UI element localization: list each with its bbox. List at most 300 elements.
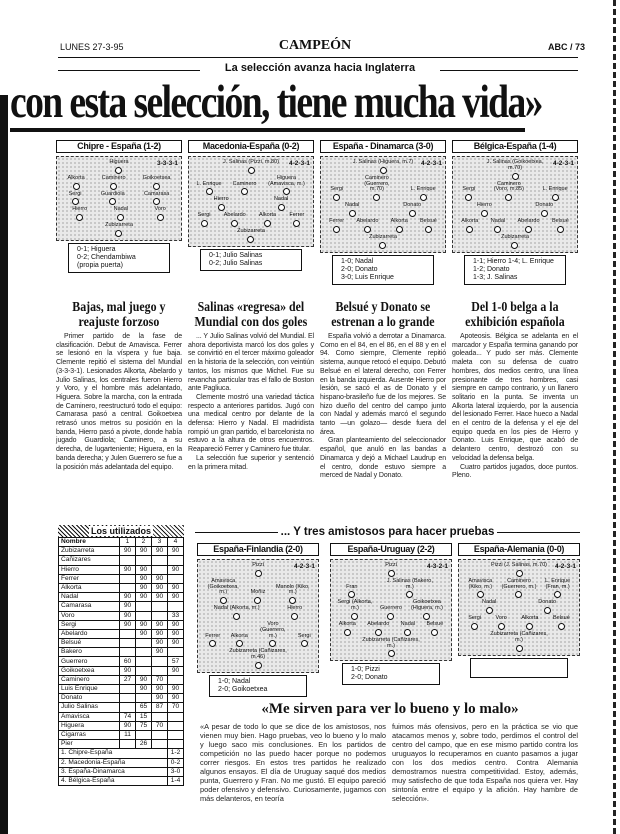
- minutes-cell: [152, 565, 168, 574]
- minutes-cell: 11: [120, 730, 136, 739]
- player-name: Alkorta: [521, 615, 539, 622]
- minutes-cell: 90: [152, 593, 168, 602]
- minutes-cell: [152, 556, 168, 565]
- formation-line: [455, 235, 575, 249]
- minutes-cell: [120, 740, 136, 749]
- scorers-box: [209, 675, 307, 697]
- player-marker-icon: [511, 242, 518, 249]
- player-marker-icon: [241, 188, 248, 195]
- player-name: Zubizarreta: [369, 233, 397, 240]
- minutes-cell: [152, 611, 168, 620]
- player: [468, 616, 481, 630]
- player-name-cell: Sergi: [59, 620, 120, 629]
- minutes-cell: 70: [152, 675, 168, 684]
- player-name: Nadal: [344, 202, 360, 209]
- headline: con esta selección, tiene mucha vida»: [10, 76, 542, 128]
- player-marker-icon: [344, 629, 351, 636]
- article-heading: Belsué y Donato se estrenan a lo grande: [331, 300, 435, 330]
- player: [237, 229, 265, 243]
- table-row: [59, 685, 184, 694]
- player-marker-icon: [544, 607, 551, 614]
- formation-line: [323, 235, 443, 249]
- player-name: J. Salinas (Goikoetxea, m.70): [486, 159, 544, 171]
- formation-label: 3-3-3-1: [157, 160, 178, 167]
- player-name-cell: Alkorta: [59, 583, 120, 592]
- player: [356, 219, 378, 233]
- player: [461, 219, 478, 233]
- player-marker-icon: [494, 226, 501, 233]
- table-row: [59, 648, 184, 657]
- player-name: Nadal: [273, 196, 289, 203]
- player-name: Nadal (Alkorta, m.): [213, 605, 260, 612]
- minutes-cell: 60: [120, 657, 136, 666]
- formation-line: [455, 182, 575, 202]
- minutes-cell: [152, 657, 168, 666]
- formation-pitch: [330, 559, 452, 661]
- player: [380, 606, 402, 620]
- player-name: Caminero: [101, 174, 126, 181]
- player-name: Sergi: [297, 632, 311, 639]
- player: [496, 616, 507, 630]
- article-paragraph: La selección fue superior y sentenció en la primera mitad.: [188, 454, 314, 471]
- formation-line: [191, 197, 311, 211]
- formation-line: [59, 176, 179, 190]
- player-name: L. Enrique (Fran, m.): [545, 577, 571, 590]
- player: [72, 207, 87, 221]
- formation-line: [461, 579, 577, 599]
- page-edge-border: [613, 0, 618, 834]
- player: [488, 632, 550, 652]
- formation-pitch: [452, 156, 578, 253]
- formation-line: [333, 638, 449, 658]
- player-marker-icon: [115, 230, 122, 237]
- minutes-cell: 87: [152, 703, 168, 712]
- match-title: Chipre - España (1-2): [56, 140, 182, 153]
- minutes-cell: 90: [152, 583, 168, 592]
- player-name: Belsué: [551, 217, 569, 224]
- minutes-cell: 90: [152, 639, 168, 648]
- player: [214, 197, 229, 211]
- player: [336, 600, 374, 620]
- player: [68, 176, 85, 190]
- player: [267, 176, 305, 196]
- player-name-cell: Luis Enrique: [59, 685, 120, 694]
- player-name: Sergi: [68, 190, 82, 197]
- table-row: [59, 730, 184, 739]
- minutes-cell: [168, 574, 184, 583]
- player-marker-icon: [289, 597, 296, 604]
- player-marker-icon: [255, 570, 262, 577]
- formation-line: [200, 606, 316, 620]
- minutes-cell: [120, 556, 136, 565]
- player-name: Sergi (Alkorta, m.): [337, 599, 373, 612]
- minutes-cell: 70: [168, 703, 184, 712]
- minutes-cell: [168, 721, 184, 730]
- player-marker-icon: [516, 570, 523, 577]
- table-row: [59, 583, 184, 592]
- player-marker-icon: [557, 226, 564, 233]
- minutes-cell: 90: [168, 583, 184, 592]
- player-marker-icon: [231, 220, 238, 227]
- player-marker-icon: [512, 173, 519, 180]
- player-marker-icon: [109, 198, 116, 205]
- minutes-cell: [136, 657, 152, 666]
- player-marker-icon: [526, 623, 533, 630]
- minutes-cell: 90: [168, 593, 184, 602]
- header-rule: [58, 57, 578, 58]
- player: [360, 638, 422, 658]
- match-title: Bélgica-España (1-4): [452, 140, 578, 153]
- article: [56, 300, 182, 472]
- match-block: [458, 543, 580, 678]
- player-name: Alkorta: [259, 212, 277, 219]
- player: [330, 187, 343, 201]
- player-marker-icon: [351, 613, 358, 620]
- player-marker-icon: [375, 629, 382, 636]
- result-match: 3. España-Dinamarca: [59, 767, 168, 776]
- match-title: España - Dinamarca (3-0): [320, 140, 446, 153]
- formation-pitch: [197, 559, 319, 673]
- player-name: Sergi: [468, 615, 482, 622]
- article-paragraph: Cuatro partidos jugados, doce puntos. Pleno.: [452, 463, 578, 480]
- minutes-cell: [120, 694, 136, 703]
- scorer-line: (propia puerta): [77, 261, 123, 269]
- page-number: ABC / 73: [548, 42, 586, 52]
- match-block: [197, 543, 319, 697]
- table-row: [59, 620, 184, 629]
- player: [384, 579, 436, 599]
- player-name: Manolo (Kiko, m.): [275, 583, 310, 596]
- formation-line: [333, 622, 449, 636]
- minutes-cell: 90: [136, 565, 152, 574]
- minutes-cell: [136, 602, 152, 611]
- formation-line: [323, 203, 443, 217]
- player: [143, 176, 171, 190]
- player: [535, 203, 553, 217]
- player-marker-icon: [431, 629, 438, 636]
- player-name: Nadal: [481, 599, 497, 606]
- player-marker-icon: [388, 570, 395, 577]
- player: [484, 160, 546, 180]
- minutes-cell: 90: [136, 675, 152, 684]
- article-heading: Salinas «regresa» del Mundial con dos goles: [194, 300, 308, 330]
- player-marker-icon: [233, 613, 240, 620]
- minutes-cell: 74: [120, 712, 136, 721]
- player-name: Ferrer: [289, 212, 305, 219]
- player: [369, 235, 397, 249]
- player-marker-icon: [236, 640, 243, 647]
- player-name-cell: Cañizares: [59, 556, 120, 565]
- formation-pitch: [458, 559, 580, 656]
- quote-column-1: «A pesar de todo lo que se dice de los amistosos, nos vienen muy bien. Hago pruebas, veo lo bueno y lo malo y luego saco mis conclusiones. En los partidos de competición no las puedo hacer porque no podemos correr riesgos. En estos tres partidos he realizado algunos ensayos. El día de Uruguay saqué dos medios punta, Guerrero y Fran. No me gustó. El equipo pareció poder ofensivo y defensivo. Curiosamente, jugamos con más delanteros, en teoría: [200, 722, 386, 803]
- player-marker-icon: [477, 591, 484, 598]
- player: [233, 182, 257, 196]
- player: [329, 219, 344, 233]
- result-score: 1-2: [168, 749, 184, 758]
- player-name: J. Salinas (Higuera, m.7): [352, 159, 414, 165]
- formation-label: 4-3-2-1: [427, 563, 448, 570]
- player-name: Alkorta: [230, 632, 248, 639]
- formation-pitch: [188, 156, 314, 247]
- table-row: [59, 675, 184, 684]
- player-marker-icon: [364, 226, 371, 233]
- player: [426, 622, 443, 636]
- player-marker-icon: [409, 210, 416, 217]
- formation-line: [323, 219, 443, 233]
- result-row: [59, 749, 184, 758]
- player-name: Abelardo: [367, 620, 390, 627]
- player-name-cell: Bakero: [59, 648, 120, 657]
- formation-line: [333, 579, 449, 599]
- formation-line: [191, 213, 311, 227]
- player-marker-icon: [380, 167, 387, 174]
- player-name: Belsué: [426, 620, 444, 627]
- player-marker-icon: [465, 194, 472, 201]
- minutes-cell: 90: [120, 602, 136, 611]
- formation-line: [200, 579, 316, 604]
- scorers-box: [68, 243, 170, 273]
- minutes-cell: 90: [136, 629, 152, 638]
- match-block: [452, 140, 578, 285]
- player-marker-icon: [255, 662, 262, 669]
- minutes-cell: 57: [168, 657, 184, 666]
- player-marker-icon: [73, 183, 80, 190]
- headline-rule: [10, 128, 525, 132]
- scorer-line: 1-3; J. Salinas: [473, 273, 518, 281]
- player-marker-icon: [471, 623, 478, 630]
- player-marker-icon: [423, 613, 430, 620]
- player-name: Sergi: [330, 186, 344, 193]
- minutes-cell: [168, 740, 184, 749]
- player-name: Alkorta: [461, 217, 479, 224]
- player: [339, 622, 356, 636]
- section-title: CAMPEÓN: [278, 38, 352, 53]
- formation-line: [333, 600, 449, 620]
- minutes-cell: [152, 666, 168, 675]
- match-title: Macedonia-España (0-2): [188, 140, 314, 153]
- minutes-cell: 26: [136, 740, 152, 749]
- player: [223, 160, 279, 174]
- scorer-line: 2-0; Donato: [341, 265, 378, 273]
- minutes-cell: 90: [136, 583, 152, 592]
- article-paragraph: Clemente mostró una variedad táctica respecto a anteriores partidos. Jugó con una medical centro por delante de la defensa: Hierro y Nadal. El madridista rompió un gran partido, el barcelonista no estuvo a la altura de otros encuentros. Reapareció Ferrer y Caminero fue titular.: [188, 393, 314, 454]
- player-marker-icon: [515, 591, 522, 598]
- quote-column-2: fuimos más ofensivos, pero en la práctica se vio que atacamos menos y, sobre todo, perdimos el control del centro del campo, que en ese mismo partido contra los uruguayos lo recuperamos en cuanto pasamos a jugar con los dos medios centro. Contra Alemania demostramos nuestra competitividad. Estoy, además, muy satisfecho de que toda España nos quiera ver. Hay sintonía entre el equipo y la afición. Hay hambre de selección».: [392, 722, 578, 803]
- minutes-cell: [168, 648, 184, 657]
- scorers-box: [332, 255, 434, 285]
- minutes-cell: [168, 712, 184, 721]
- table-row: [59, 565, 184, 574]
- player-name: Goikoetxea (Higuera, m.): [410, 599, 444, 612]
- player-marker-icon: [201, 220, 208, 227]
- scorer-line: 3-0; Luis Enrique: [341, 273, 394, 281]
- player-name: Higuera: [109, 159, 129, 165]
- player-marker-icon: [247, 236, 254, 243]
- minutes-cell: 90: [152, 648, 168, 657]
- result-score: 3-0: [168, 767, 184, 776]
- minutes-cell: 75: [136, 721, 152, 730]
- table-header-row: [59, 538, 184, 547]
- table-header: Nombre: [59, 538, 120, 547]
- table-header: 4: [168, 538, 184, 547]
- minutes-cell: 90: [152, 547, 168, 556]
- player-name: L. Enrique: [542, 186, 568, 193]
- player-name-cell: Nadal: [59, 593, 120, 602]
- minutes-cell: [168, 730, 184, 739]
- player-marker-icon: [486, 607, 493, 614]
- article-body: [188, 333, 314, 472]
- friendlies-title: [195, 525, 580, 539]
- player-name: L. Enrique: [196, 180, 222, 187]
- match-title: España-Finlandia (2-0): [197, 543, 319, 556]
- player: [274, 585, 312, 605]
- minutes-cell: 33: [168, 611, 184, 620]
- player: [109, 160, 128, 174]
- players-table: [58, 525, 184, 786]
- table-row: [59, 666, 184, 675]
- player-name: Guerrero: [379, 605, 402, 612]
- player: [420, 219, 437, 233]
- player-name: Voro: [495, 615, 507, 622]
- scorer-line: 2-0; Donato: [351, 674, 388, 682]
- article-body: [320, 333, 446, 481]
- player: [538, 600, 556, 614]
- scorer-line: 0-1; Julio Salinas: [209, 251, 263, 259]
- player: [462, 187, 475, 201]
- formation-line: [323, 176, 443, 201]
- player-name: Alkorta: [67, 174, 85, 181]
- player: [259, 213, 276, 227]
- player-name-cell: Belsué: [59, 639, 120, 648]
- player-marker-icon: [420, 194, 427, 201]
- player-name: Abelardo: [356, 217, 379, 224]
- minutes-cell: 27: [120, 675, 136, 684]
- minutes-cell: 70: [152, 721, 168, 730]
- player: [521, 616, 538, 630]
- minutes-cell: [136, 694, 152, 703]
- player-name: Ferrer: [205, 632, 221, 639]
- player: [214, 606, 260, 620]
- scorers-box: [200, 249, 302, 271]
- player-name: Fran: [346, 583, 358, 590]
- player-name-cell: Donato: [59, 694, 120, 703]
- article-paragraph: España volvió a derrotar a Dinamarca. Como en el 84, en el 86, en el 88 y en el 94. Como siempre, Clemente repitió sistema, aunque retocó el equipo. Debutó Belsué en el lateral derecho, con Ferrer en la banda izquierda. Ausente Hierro por lesión, se sacó el as de Donato y el hispano-brasileño fue de los mejores. Se hizo dueño del centro del campo junto con Nadal y además marcó el segundo tanto —un golazo— desde fuera del área.: [320, 333, 446, 436]
- player-name: Ferrer: [329, 217, 345, 224]
- scorer-line: 1-0; Nadal: [218, 677, 251, 685]
- player: [274, 197, 288, 211]
- scorer-line: 1-2; Donato: [473, 265, 510, 273]
- formation-pitch: [56, 156, 182, 241]
- match-block: [330, 543, 452, 685]
- scorer-line: 1-1; Hierro 1-4; L. Enrique: [473, 257, 554, 265]
- player-marker-icon: [293, 220, 300, 227]
- player-name: Nadal: [113, 206, 129, 213]
- player-name: Moñiz: [250, 589, 266, 596]
- player-name: Abelardo: [223, 212, 246, 219]
- player: [204, 579, 242, 604]
- formation-line: [461, 632, 577, 652]
- minutes-cell: 90: [136, 547, 152, 556]
- player: [552, 219, 569, 233]
- player: [482, 600, 496, 614]
- table-row: [59, 694, 184, 703]
- player-name: Zubizarreta (Cañizares, m.): [362, 636, 420, 649]
- minutes-cell: [120, 648, 136, 657]
- player-marker-icon: [388, 650, 395, 657]
- formation-line: [59, 223, 179, 237]
- minutes-cell: [152, 730, 168, 739]
- scorer-line: 2-0; Goikoetxea: [218, 685, 268, 693]
- formation-line: [191, 229, 311, 243]
- player: [287, 606, 302, 620]
- player-name-cell: Camarasa: [59, 602, 120, 611]
- formation-line: [461, 600, 577, 614]
- player: [543, 187, 568, 201]
- player-name: Alkorta: [390, 217, 408, 224]
- player: [144, 192, 169, 206]
- minutes-cell: [136, 611, 152, 620]
- formation-line: [59, 192, 179, 206]
- article-body: [56, 333, 182, 472]
- player: [289, 213, 304, 227]
- player-name: Zubizarreta: [237, 227, 265, 234]
- minutes-cell: [120, 639, 136, 648]
- result-row: [59, 758, 184, 767]
- friendlies-title-text: ... Y tres amistosos para hacer pruebas: [278, 526, 498, 538]
- player-name: Hierro: [287, 605, 303, 612]
- article-heading: Bajas, mal juego y reajuste forzoso: [72, 300, 166, 330]
- player-name-cell: Higuera: [59, 721, 120, 730]
- player-marker-icon: [516, 645, 523, 652]
- player: [491, 219, 505, 233]
- minutes-cell: 90: [152, 620, 168, 629]
- formation-pitch: [320, 156, 446, 253]
- player-marker-icon: [110, 183, 117, 190]
- table-row: [59, 703, 184, 712]
- minutes-cell: [168, 602, 184, 611]
- result-match: 1. Chipre-España: [59, 749, 168, 758]
- minutes-cell: [136, 648, 152, 657]
- player-marker-icon: [76, 214, 83, 221]
- player: [105, 223, 133, 237]
- minutes-cell: 90: [136, 620, 152, 629]
- player-marker-icon: [505, 194, 512, 201]
- minutes-cell: 90: [120, 611, 136, 620]
- player: [367, 622, 389, 636]
- table-title: [58, 525, 184, 537]
- result-score: 1-4: [168, 776, 184, 785]
- player-name: Belsué: [552, 615, 570, 622]
- minutes-cell: 90: [136, 593, 152, 602]
- player: [358, 176, 396, 201]
- formation-label: 4-2-3-1: [294, 563, 315, 570]
- player-marker-icon: [466, 226, 473, 233]
- player-marker-icon: [115, 167, 122, 174]
- formation-line: [200, 649, 316, 669]
- player-name-cell: Abelardo: [59, 629, 120, 638]
- player-marker-icon: [218, 204, 225, 211]
- player-marker-icon: [301, 640, 308, 647]
- formation-label: 4-2-3-1: [553, 160, 574, 167]
- player-name: Amavisca (Kiko, m.): [468, 577, 493, 590]
- player-name-cell: Julio Salinas: [59, 703, 120, 712]
- minutes-cell: [136, 639, 152, 648]
- minutes-cell: 90: [136, 685, 152, 694]
- player-name: Voro: [154, 206, 166, 213]
- article: [452, 300, 578, 481]
- player-name: Guardiola: [100, 190, 125, 197]
- table-row: [59, 629, 184, 638]
